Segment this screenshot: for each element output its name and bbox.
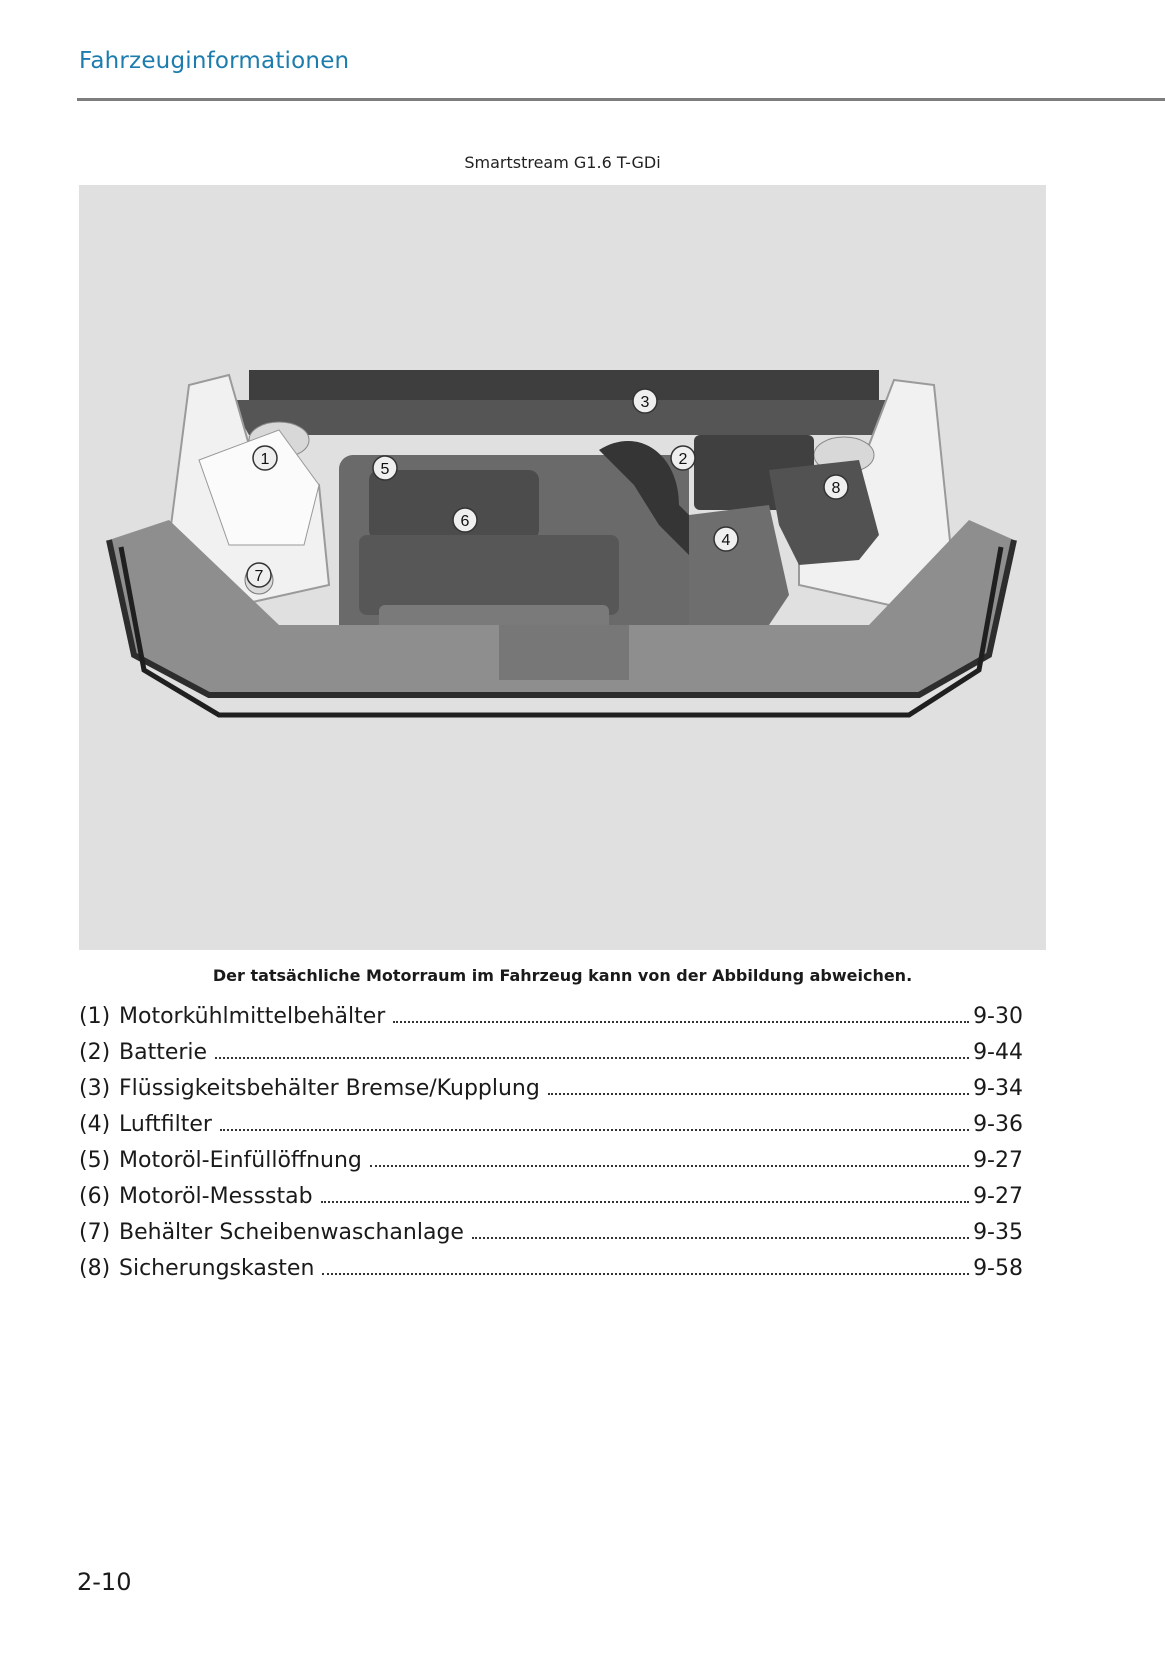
list-item [79,1040,1023,1076]
section-title: Fahrzeuginformationen [79,48,350,74]
item-page-ref: 9-27 [973,1184,1023,1209]
item-page-ref: 9-34 [973,1076,1023,1101]
engine-cover [369,470,539,540]
svg-text:4: 4 [721,532,731,549]
dot-leader [393,1021,969,1023]
figure-note: Der tatsächliche Motorraum im Fahrzeug kann von der Abbildung abweichen. [212,966,913,985]
air-filter-box [689,505,789,630]
svg-text:6: 6 [460,513,470,530]
item-label: Sicherungskasten [119,1256,315,1281]
item-number: (2) [79,1040,111,1065]
item-label: Behälter Scheibenwaschanlage [119,1220,464,1245]
engine-bay-illustration [79,185,1046,950]
list-item [79,1076,1023,1112]
item-page-ref: 9-27 [973,1148,1023,1173]
item-number: (7) [79,1220,111,1245]
svg-text:5: 5 [380,461,390,478]
item-label: Motoröl-Messstab [119,1184,313,1209]
list-item [79,1256,1023,1292]
item-page-ref: 9-44 [973,1040,1023,1065]
list-item [79,1112,1023,1148]
item-number: (6) [79,1184,111,1209]
svg-text:3: 3 [640,394,650,411]
item-number: (1) [79,1004,111,1029]
dot-leader [370,1165,969,1167]
item-label: Motorkühlmittelbehälter [119,1004,386,1029]
dot-leader [215,1057,969,1059]
figure-caption: Smartstream G1.6 T-GDi [464,153,661,172]
dot-leader [472,1237,969,1239]
item-page-ref: 9-36 [973,1112,1023,1137]
dot-leader [321,1201,969,1203]
list-item [79,1004,1023,1040]
dot-leader [220,1129,969,1131]
cowl-lower [229,400,899,435]
callout-3 [633,389,657,413]
item-label: Motoröl-Einfüllöffnung [119,1148,362,1173]
svg-text:7: 7 [254,568,264,585]
item-number: (3) [79,1076,111,1101]
item-number: (8) [79,1256,111,1281]
item-page-ref: 9-58 [973,1256,1023,1281]
intake-manifold [359,535,619,615]
svg-text:2: 2 [678,451,688,468]
callout-6 [453,508,477,532]
fuse-box [769,460,879,565]
svg-text:8: 8 [831,480,841,497]
callout-2 [671,446,695,470]
list-item [79,1184,1023,1220]
callout-4 [714,527,738,551]
dot-leader [548,1093,969,1095]
item-number: (5) [79,1148,111,1173]
dot-leader [322,1273,969,1275]
latch-panel [499,625,629,680]
header-rule [77,98,1165,101]
svg-text:1: 1 [260,451,270,468]
item-label: Luftfilter [119,1112,212,1137]
page-number: 2-10 [77,1568,132,1596]
item-number: (4) [79,1112,111,1137]
component-list [79,1004,1023,1292]
callout-7 [247,563,271,587]
item-label: Flüssigkeitsbehälter Bremse/Kupplung [119,1076,540,1101]
item-label: Batterie [119,1040,208,1065]
item-page-ref: 9-30 [973,1004,1023,1029]
item-page-ref: 9-35 [973,1220,1023,1245]
callout-5 [373,456,397,480]
callout-1 [253,446,277,470]
list-item [79,1148,1023,1184]
callout-8 [824,475,848,499]
list-item [79,1220,1023,1256]
